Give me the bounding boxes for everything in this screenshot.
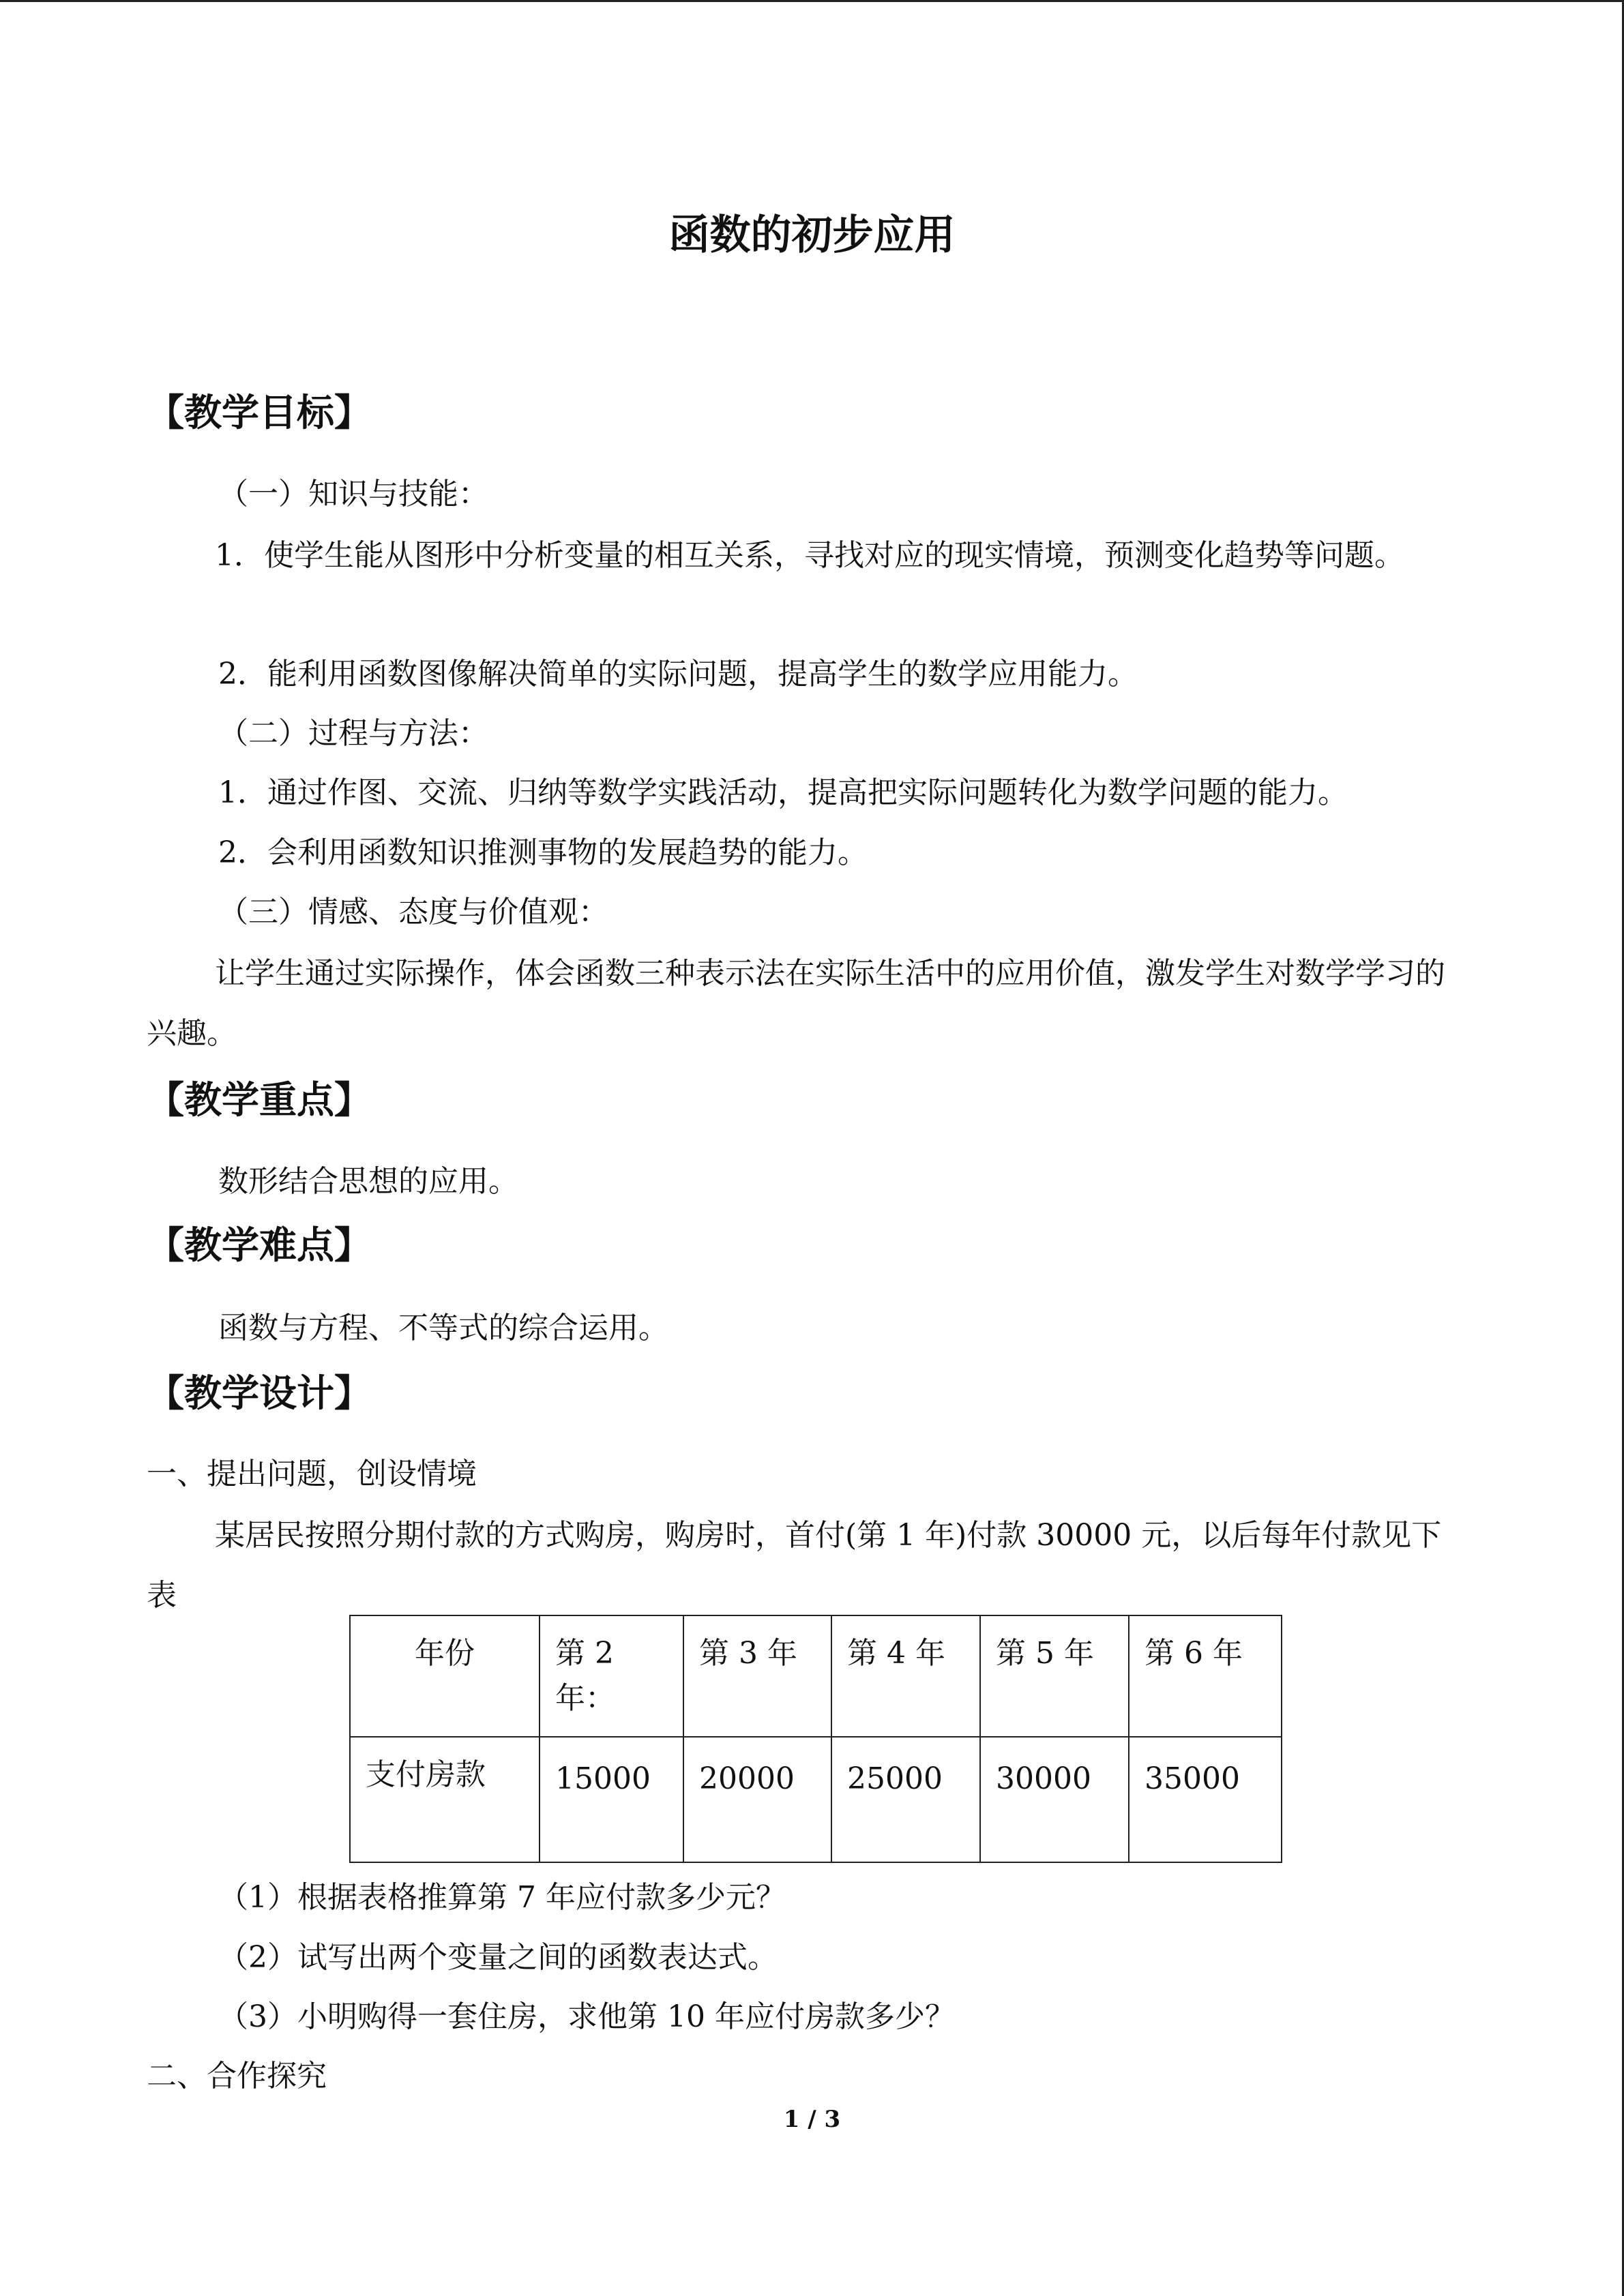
table-cell: 支付房款: [350, 1737, 540, 1862]
table-row: [350, 1737, 1282, 1862]
table-cell: 第 4 年: [831, 1615, 980, 1737]
table-cell: 30000: [980, 1737, 1129, 1862]
table-cell: 35000: [1129, 1737, 1282, 1862]
table-cell: 25000: [831, 1737, 980, 1862]
page-number: 1 / 3: [783, 2106, 841, 2133]
objectives-sub-process: （二）过程与方法：: [218, 716, 488, 751]
top-border-line: [0, 0, 1624, 2]
heading-design: 【教学设计】: [147, 1371, 372, 1415]
heading-objectives: 【教学目标】: [147, 391, 372, 434]
objectives-item-4: 2．会利用函数知识推测事物的发展趋势的能力。: [218, 835, 868, 870]
heading-difficulty: 【教学难点】: [147, 1223, 372, 1267]
keypoint-text: 数形结合思想的应用。: [218, 1164, 518, 1199]
table-cell: 第 3 年: [683, 1615, 831, 1737]
table-cell: 第 5 年: [980, 1615, 1129, 1737]
page-title: 函数的初步应用: [668, 211, 956, 259]
table-cell: 20000: [683, 1737, 831, 1862]
question-2: （2）试写出两个变量之间的函数表达式。: [218, 1940, 778, 1975]
table-header-row: [350, 1615, 1282, 1737]
objectives-item-1: 1．使学生能从图形中分析变量的相互关系，寻找对应的现实情境，预测变化趋势等问题。: [215, 538, 1404, 573]
table-cell: 第 6 年: [1129, 1615, 1282, 1737]
design-part-1-title: 一、提出问题，创设情境: [147, 1457, 477, 1491]
objectives-sub-attitude: （三）情感、态度与价值观：: [218, 895, 608, 929]
objectives-item-3: 1．通过作图、交流、归纳等数学实践活动，提高把实际问题转化为数学问题的能力。: [218, 775, 1348, 810]
design-intro-text: 某居民按照分期付款的方式购房，购房时，首付(第 1 年)付款 30000 元，以后每年付款见下表: [147, 1518, 1442, 1613]
table-cell: 年份: [350, 1615, 540, 1737]
question-3: （3）小明购得一套住房，求他第 10 年应付房款多少？: [218, 1999, 955, 2034]
objectives-item-5: 让学生通过实际操作，体会函数三种表示法在实际生活中的应用价值，激发学生对数学学习的兴趣。: [147, 956, 1445, 1051]
design-part-2-title: 二、合作探究: [147, 2059, 327, 2093]
objectives-item-2: 2．能利用函数图像解决简单的实际问题，提高学生的数学应用能力。: [218, 657, 1138, 691]
objectives-sub-knowledge: （一）知识与技能：: [218, 477, 488, 511]
difficulty-text: 函数与方程、不等式的综合运用。: [218, 1311, 668, 1345]
table-cell: 第 2 年：: [540, 1615, 683, 1737]
payment-table: [349, 1615, 1282, 1863]
question-1: （1）根据表格推算第 7 年应付款多少元？: [218, 1880, 786, 1915]
table-cell: 15000: [540, 1737, 683, 1862]
heading-keypoint: 【教学重点】: [147, 1078, 372, 1122]
